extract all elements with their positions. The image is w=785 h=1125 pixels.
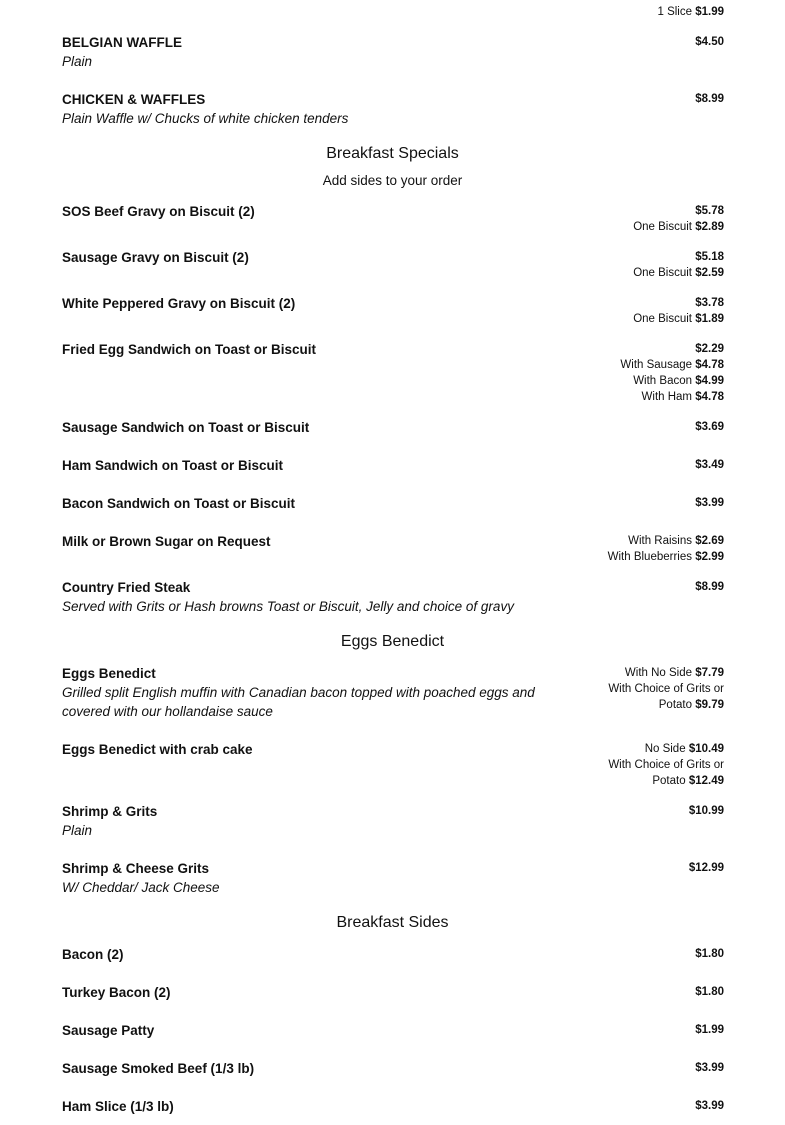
menu-item-price: No Side $10.49 With Choice of Grits or Potato $12.49 [608, 743, 724, 787]
menu-item-price: $3.99 [695, 1062, 724, 1074]
menu-item-name: Sausage Gravy on Biscuit (2) [62, 250, 249, 265]
menu-item-name: Sausage Smoked Beef (1/3 lb) [62, 1061, 255, 1076]
menu-item-price: $2.29 With Sausage $4.78 With Bacon $4.99 With Ham $4.78 [620, 343, 724, 403]
menu-item-name: Turkey Bacon (2) [62, 985, 171, 1000]
menu-item-desc: W/ Cheddar/ Jack Cheese [62, 880, 220, 895]
menu-item-name: Sausage Sandwich on Toast or Biscuit [62, 420, 310, 435]
menu-item-price: $3.49 [695, 459, 724, 471]
menu-item-price: $3.99 [695, 497, 724, 509]
section-heading: Breakfast Sides [336, 914, 449, 931]
menu-item-name: Shrimp & Grits [62, 804, 158, 819]
menu-item-price: $5.78 One Biscuit $2.89 [633, 205, 724, 233]
menu-item-price: $5.18 One Biscuit $2.59 [633, 251, 724, 279]
menu-item-name: CHICKEN & WAFFLES [62, 92, 206, 107]
menu-item-name: Country Fried Steak [62, 580, 191, 595]
menu-item-desc: Served with Grits or Hash browns Toast or Biscuit, Jelly and choice of gravy [62, 599, 514, 614]
menu-item-name: Ham Sandwich on Toast or Biscuit [62, 458, 284, 473]
slice-price-line: 1 Slice $1.99 [657, 6, 724, 18]
menu-item-name: Bacon Sandwich on Toast or Biscuit [62, 496, 296, 511]
menu-item-name: White Peppered Gravy on Biscuit (2) [62, 296, 296, 311]
menu-item-name: Shrimp & Cheese Grits [62, 861, 210, 876]
menu-item-price: $3.99 [695, 1100, 724, 1112]
section-heading: Eggs Benedict [340, 633, 445, 650]
menu-item-name: Fried Egg Sandwich on Toast or Biscuit [62, 342, 317, 357]
menu-item-name: Milk or Brown Sugar on Request [62, 534, 271, 549]
menu-item-price: $1.99 [695, 1024, 724, 1036]
menu-item-price: $12.99 [688, 862, 724, 874]
menu-item-price: $3.69 [695, 421, 724, 433]
menu-item-price: $1.80 [695, 986, 724, 998]
menu-item-price: $8.99 [695, 581, 724, 593]
menu-item-price: $4.50 [695, 36, 724, 48]
menu-item-name: BELGIAN WAFFLE [62, 35, 182, 50]
menu-item-name: Sausage Patty [62, 1023, 155, 1038]
menu-item-name: Bacon (2) [62, 947, 124, 962]
menu-item-price: With No Side $7.79 With Choice of Grits or Potato $9.79 [608, 667, 724, 711]
section-subheading: Add sides to your order [322, 173, 463, 188]
menu-item-desc: Plain Waffle w/ Chucks of white chicken tenders [62, 111, 349, 126]
menu-item-name: Ham Slice (1/3 lb) [62, 1099, 174, 1114]
section-heading: Breakfast Specials [326, 145, 459, 162]
menu-item-price: With Raisins $2.69 With Blueberries $2.99 [607, 535, 724, 563]
menu-item-price: $1.80 [695, 948, 724, 960]
menu-item-name: SOS Beef Gravy on Biscuit (2) [62, 204, 255, 219]
menu-item-name: Eggs Benedict with crab cake [62, 742, 253, 757]
menu-item-name: Eggs Benedict [62, 666, 156, 681]
menu-item-price: $3.78 One Biscuit $1.89 [633, 297, 724, 325]
menu-item-desc: Grilled split English muffin with Canadian bacon topped with poached eggs and covered with our hollandaise sauce [62, 685, 535, 719]
menu-item-desc: Plain [62, 54, 93, 69]
menu-item-desc: Plain [62, 823, 93, 838]
menu-item-price: $10.99 [688, 805, 724, 817]
menu-item-price: $8.99 [695, 93, 724, 105]
